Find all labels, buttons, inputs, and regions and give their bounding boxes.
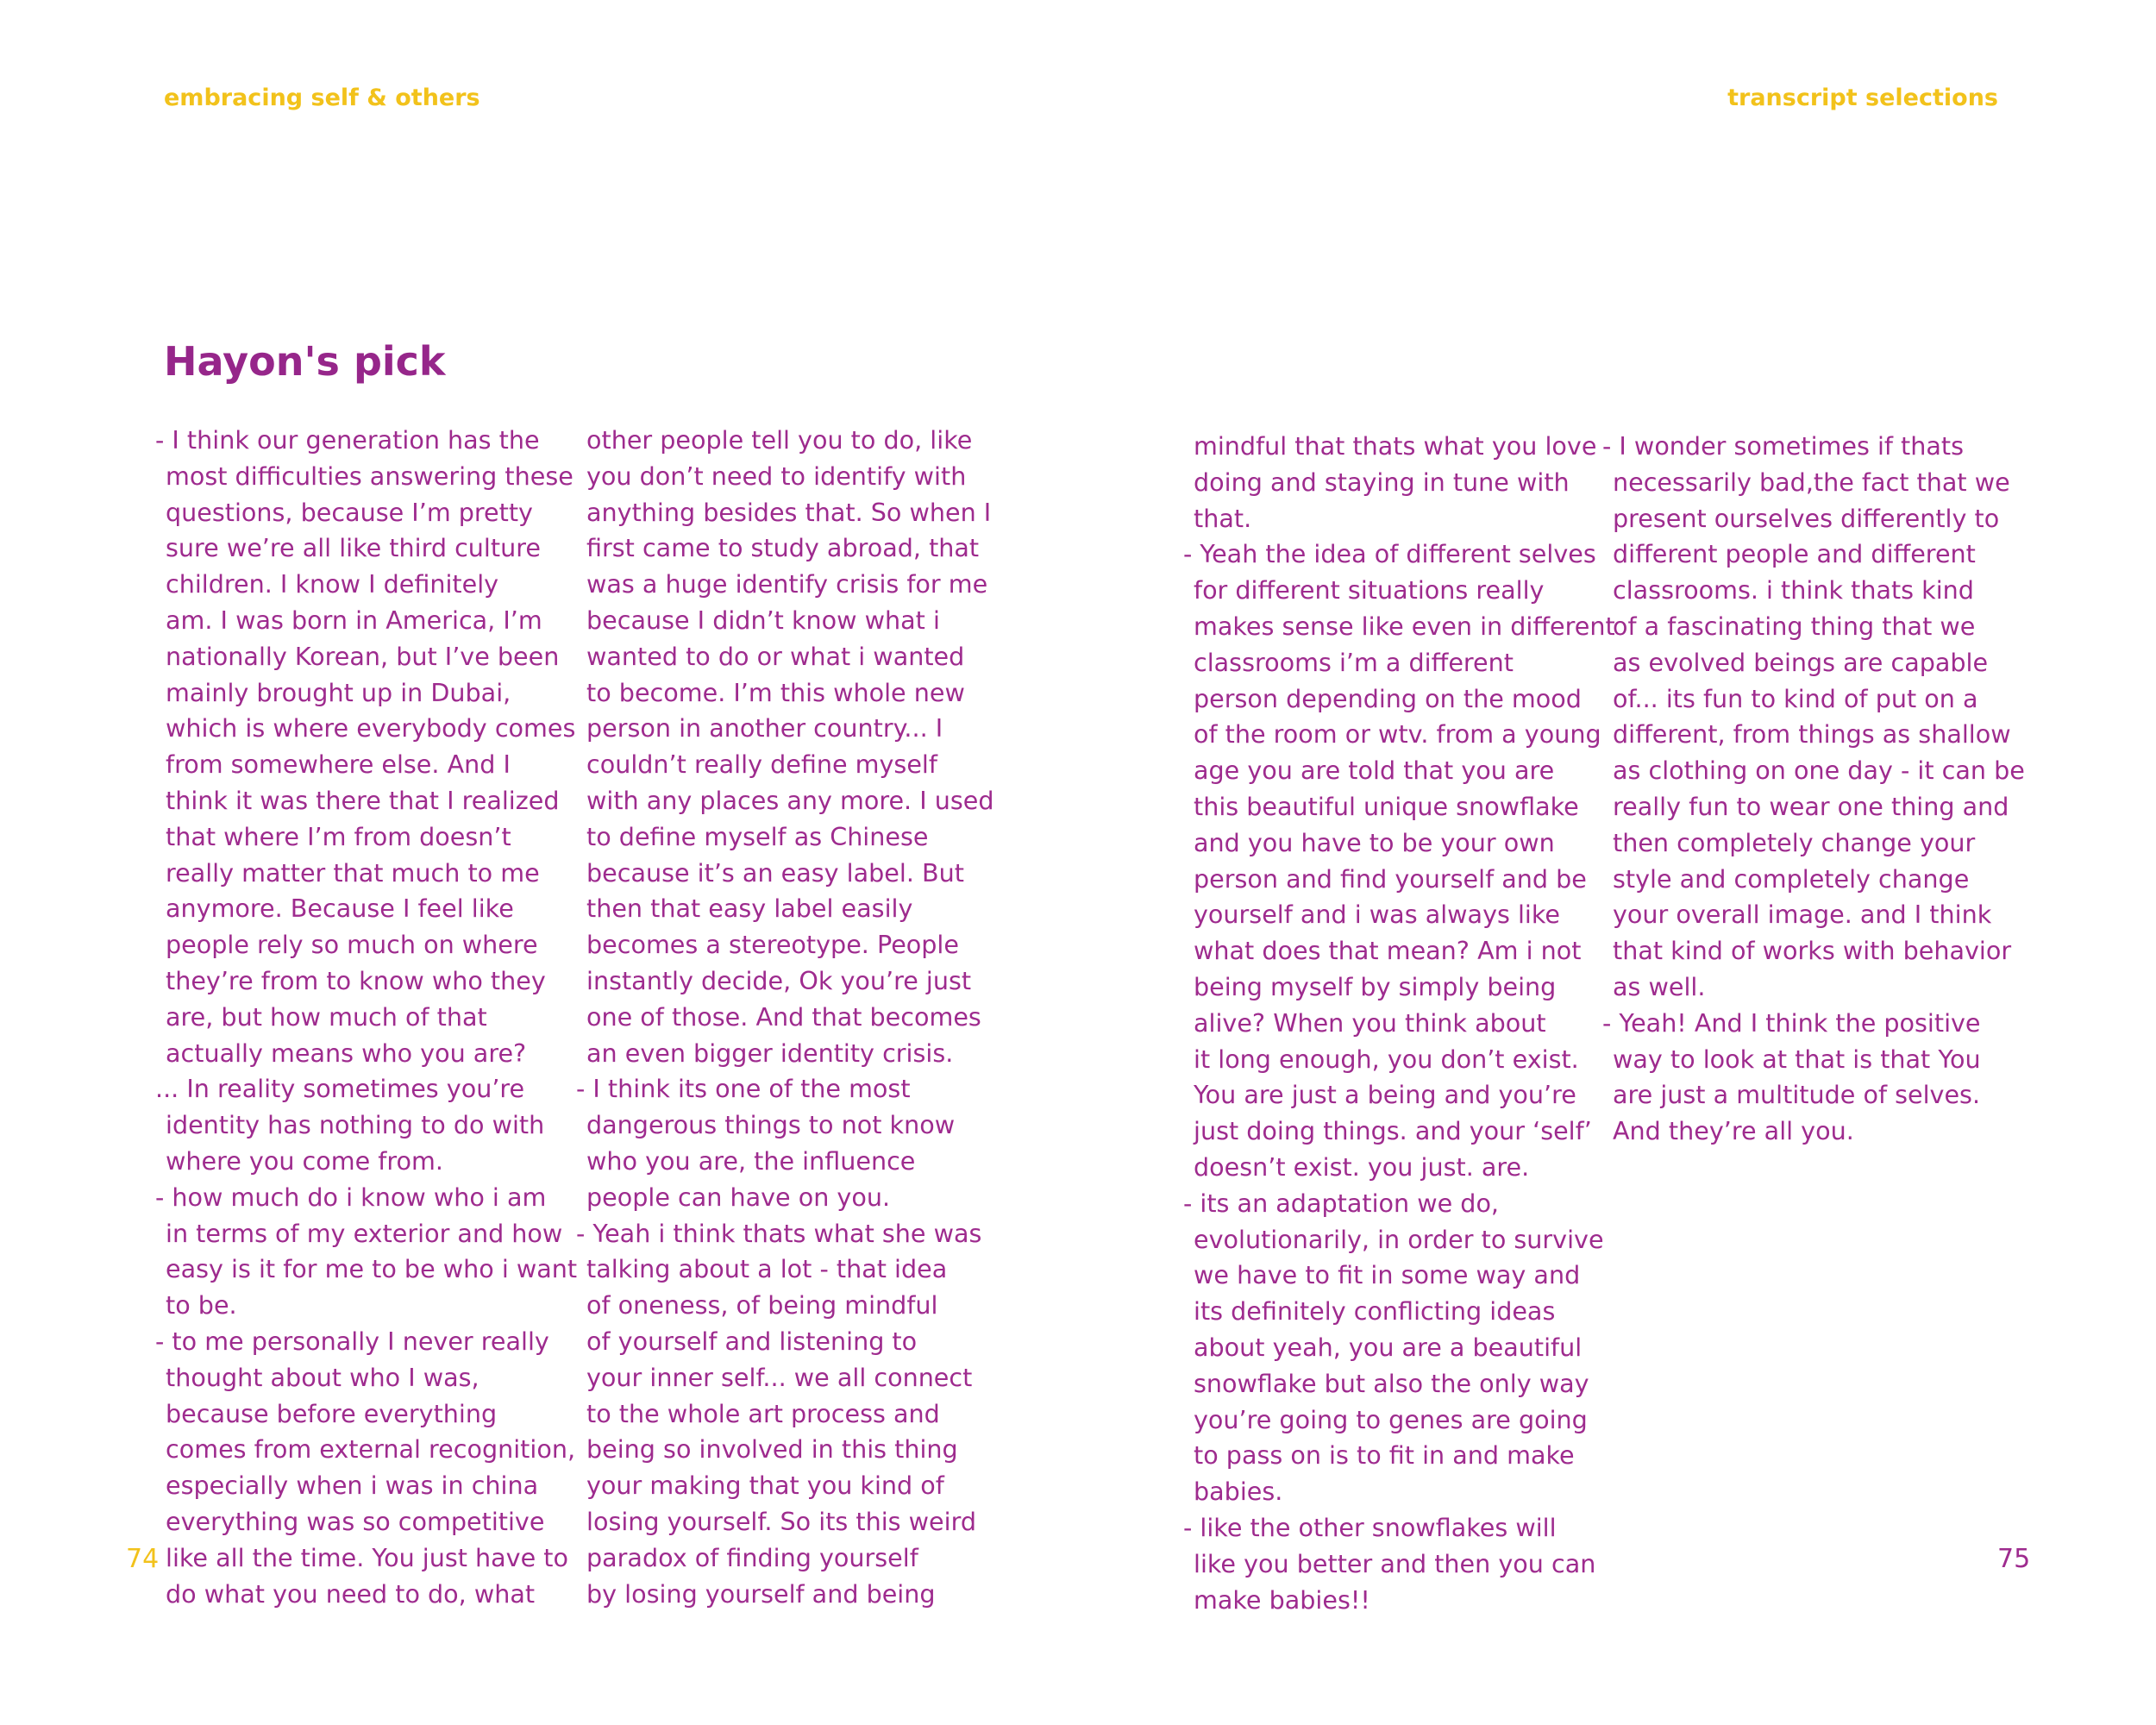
transcript-line: most difficulties answering these [166, 461, 573, 491]
transcript-line: that where I’m from doesn’t [166, 821, 511, 851]
transcript-line: - to me personally I never really [155, 1326, 549, 1356]
transcript-line: talking about a lot - that idea [586, 1254, 948, 1284]
transcript-line: really fun to wear one thing and [1613, 791, 2009, 821]
transcript-line: mindful that thats what you love [1194, 431, 1597, 461]
transcript-line: easy is it for me to be who i want [166, 1254, 578, 1284]
page-number-right: 75 [1997, 1544, 2031, 1574]
transcript-line: your overall image. and I think [1613, 900, 1992, 930]
transcript-line: just doing things. and your ‘self’ [1194, 1116, 1592, 1146]
transcript-line: who you are, the influence [586, 1145, 916, 1176]
running-head-left: embracing self & others [164, 85, 480, 111]
transcript-line: person depending on the mood [1194, 683, 1582, 713]
transcript-line: because I didn’t know what i [586, 605, 940, 635]
transcript-line: doing and staying in tune with [1194, 467, 1570, 497]
transcript-line: becomes a stereotype. People [586, 930, 959, 960]
transcript-line: anymore. Because I feel like [166, 894, 514, 924]
transcript-line: what does that mean? Am i not [1194, 936, 1582, 966]
transcript-line: to be. [166, 1290, 237, 1320]
transcript-line: instantly decide, Ok you’re just [586, 965, 972, 995]
transcript-line: questions, because I’m pretty [166, 497, 533, 527]
transcript-line: are just a multitude of selves. [1613, 1080, 1981, 1110]
transcript-line: losing yourself. So its this weird [586, 1506, 976, 1536]
transcript-line: it long enough, you don’t exist. [1194, 1044, 1579, 1074]
transcript-line: am. I was born in America, I’m [166, 605, 542, 635]
transcript-line: its definitely conflicting ideas [1194, 1296, 1556, 1327]
transcript-line: to define myself as Chinese [586, 821, 929, 851]
transcript-line: was a huge identify crisis for me [586, 569, 988, 599]
transcript-line: being so involved in this thing [586, 1434, 958, 1465]
transcript-line: children. I know I definitely [166, 569, 499, 599]
transcript-line: like you better and then you can [1194, 1548, 1596, 1578]
transcript-line: by losing yourself and being [586, 1578, 936, 1609]
transcript-line: think it was there that I realized [166, 785, 560, 815]
transcript-line: necessarily bad,the fact that we [1613, 467, 2010, 497]
transcript-line: first came to study abroad, that [586, 533, 980, 563]
transcript-line: - Yeah the idea of different selves [1183, 539, 1596, 569]
transcript-line: with any places any more. I used [586, 785, 994, 815]
transcript-line: present ourselves differently to [1613, 503, 2000, 533]
transcript-line: style and completely change [1613, 863, 1970, 894]
transcript-line: being myself by simply being [1194, 971, 1557, 1001]
transcript-line: an even bigger identity crisis. [586, 1038, 954, 1068]
transcript-line: your making that you kind of [586, 1471, 944, 1501]
text-column-4 [1602, 429, 2051, 1150]
transcript-line: that. [1194, 503, 1252, 533]
transcript-line: from somewhere else. And I [166, 750, 511, 780]
transcript-line: person in another country... I [586, 713, 943, 743]
transcript-line: - I think its one of the most [576, 1074, 911, 1104]
transcript-line: especially when i was in china [166, 1471, 539, 1501]
transcript-line: dangerous things to not know [586, 1110, 956, 1140]
transcript-line: age you are told that you are [1194, 756, 1555, 786]
transcript-line: you’re going to genes are going [1194, 1404, 1588, 1434]
page-number-left: 74 [126, 1544, 160, 1574]
transcript-line: classrooms. i think thats kind [1613, 575, 1974, 605]
transcript-line: yourself and i was always like [1194, 900, 1560, 930]
transcript-line: like all the time. You just have to [166, 1542, 568, 1572]
transcript-line: - how much do i know who i am [155, 1182, 547, 1212]
transcript-line: comes from external recognition, [166, 1434, 576, 1465]
transcript-line: about yeah, you are a beautiful [1194, 1332, 1583, 1362]
transcript-line: because it’s an easy label. But [586, 857, 964, 888]
transcript-line: evolutionarily, in order to survive [1194, 1224, 1604, 1254]
transcript-line: babies. [1194, 1477, 1283, 1507]
transcript-line: as clothing on one day - it can be [1613, 756, 2025, 786]
transcript-line: other people tell you to do, like [586, 425, 973, 455]
transcript-line: - I think our generation has the [155, 425, 540, 455]
transcript-line: nationally Korean, but I’ve been [166, 641, 560, 671]
section-title: Hayon's pick [164, 338, 446, 385]
transcript-line: people rely so much on where [166, 930, 538, 960]
transcript-line: because before everything [166, 1398, 498, 1428]
transcript-line: ... In reality sometimes you’re [155, 1074, 525, 1104]
text-column-2 [576, 423, 1025, 1612]
transcript-line: people can have on you. [586, 1182, 891, 1212]
text-column-1 [155, 423, 604, 1612]
transcript-line: to the whole art process and [586, 1398, 940, 1428]
transcript-line: doesn’t exist. you just. are. [1194, 1151, 1530, 1182]
transcript-line: - Yeah! And I think the positive [1602, 1007, 1981, 1038]
transcript-line: - I wonder sometimes if thats [1602, 431, 1965, 461]
text-column-3 [1183, 429, 1632, 1618]
transcript-line: are, but how much of that [166, 1001, 487, 1032]
transcript-line: do what you need to do, what [166, 1578, 536, 1609]
transcript-line: person and find yourself and be [1194, 863, 1587, 894]
transcript-line: And they’re all you. [1613, 1116, 1854, 1146]
transcript-line: classrooms i’m a different [1194, 647, 1514, 677]
transcript-line: wanted to do or what i wanted [586, 641, 965, 671]
transcript-line: mainly brought up in Dubai, [166, 677, 511, 707]
transcript-line: - like the other snowflakes will [1183, 1512, 1557, 1542]
transcript-line: couldn’t really define myself [586, 750, 937, 780]
transcript-line: - its an adaptation we do, [1183, 1188, 1500, 1218]
transcript-line: of the room or wtv. from a young [1194, 719, 1601, 750]
transcript-line: really matter that much to me [166, 857, 540, 888]
transcript-line: of oneness, of being mindful [586, 1290, 938, 1320]
transcript-line: as well. [1613, 971, 1706, 1001]
transcript-line: make babies!! [1194, 1584, 1370, 1615]
running-head-right: transcript selections [1727, 85, 1998, 111]
transcript-line: of yourself and listening to [586, 1326, 918, 1356]
transcript-line: which is where everybody comes [166, 713, 576, 743]
transcript-line: then completely change your [1613, 827, 1976, 857]
transcript-line: alive? When you think about [1194, 1007, 1546, 1038]
transcript-line: different, from things as shallow [1613, 719, 2011, 750]
transcript-line: of... its fun to kind of put on a [1613, 683, 1978, 713]
transcript-line: anything besides that. So when I [586, 497, 992, 527]
transcript-line: makes sense like even in different [1194, 611, 1615, 641]
transcript-line: snowflake but also the only way [1194, 1368, 1589, 1398]
transcript-line: then that easy label easily [586, 894, 913, 924]
transcript-line: and you have to be your own [1194, 827, 1555, 857]
transcript-line: way to look at that is that You [1613, 1044, 1981, 1074]
transcript-line: to pass on is to fit in and make [1194, 1440, 1575, 1471]
transcript-line: this beautiful unique snowflake [1194, 791, 1579, 821]
transcript-line: sure we’re all like third culture [166, 533, 541, 563]
transcript-line: as evolved beings are capable [1613, 647, 1989, 677]
transcript-line: that kind of works with behavior [1613, 936, 2012, 966]
transcript-line: identity has nothing to do with [166, 1110, 545, 1140]
transcript-line: actually means who you are? [166, 1038, 527, 1068]
transcript-line: You are just a being and you’re [1194, 1080, 1576, 1110]
transcript-line: different people and different [1613, 539, 1976, 569]
transcript-line: for different situations really [1194, 575, 1545, 605]
transcript-line: your inner self... we all connect [586, 1362, 973, 1392]
transcript-line: of a fascinating thing that we [1613, 611, 1976, 641]
transcript-line: in terms of my exterior and how [166, 1218, 563, 1248]
transcript-line: you don’t need to identify with [586, 461, 967, 491]
transcript-line: everything was so competitive [166, 1506, 545, 1536]
transcript-line: where you come from. [166, 1145, 443, 1176]
transcript-line: we have to fit in some way and [1194, 1260, 1581, 1290]
transcript-line: they’re from to know who they [166, 965, 546, 995]
transcript-line: one of those. And that becomes [586, 1001, 981, 1032]
transcript-line: - Yeah i think thats what she was [576, 1218, 982, 1248]
transcript-line: thought about who I was, [166, 1362, 479, 1392]
transcript-line: to become. I’m this whole new [586, 677, 965, 707]
transcript-line: paradox of finding yourself [586, 1542, 918, 1572]
